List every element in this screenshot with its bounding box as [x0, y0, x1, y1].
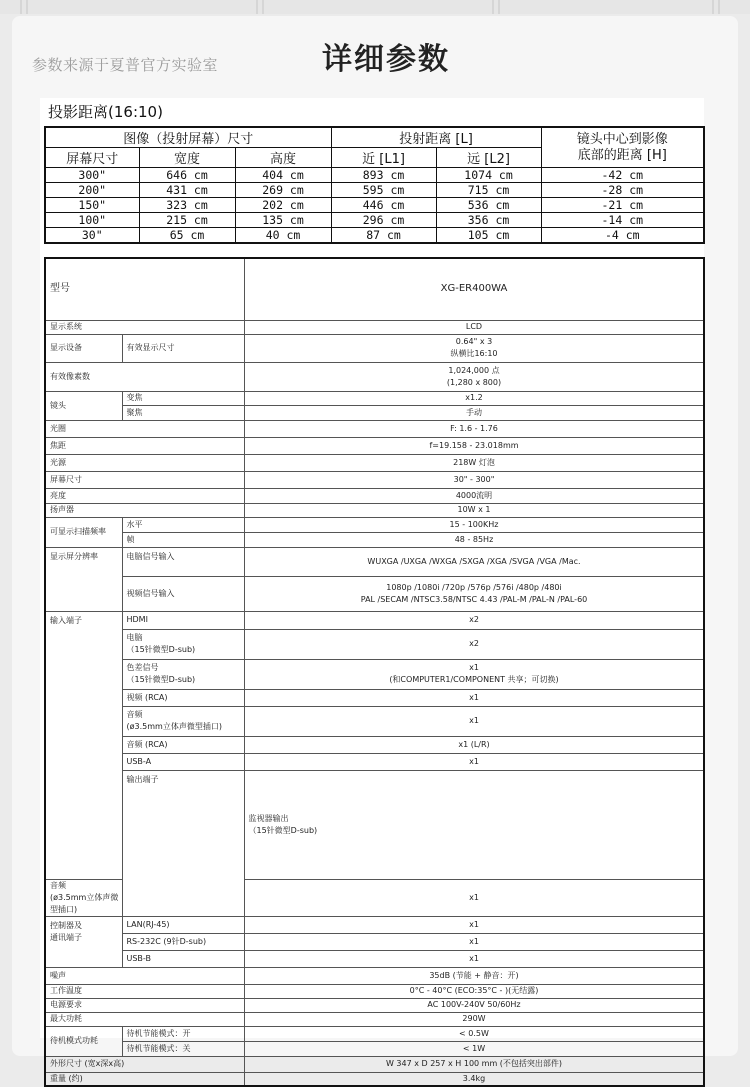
- spec-label: 显示系统: [45, 320, 244, 334]
- spec-value: x2: [244, 611, 704, 629]
- header-image-size: 图像（投射屏幕）尺寸: [45, 127, 331, 148]
- col-height: 高度: [235, 148, 331, 168]
- spec-value: F: 1.6 - 1.76: [244, 420, 704, 437]
- spec-label: 光圈: [45, 420, 244, 437]
- spec-value: WUXGA /UXGA /WXGA /SXGA /XGA /SVGA /VGA /Mac.: [244, 547, 704, 576]
- spec-sublabel: [122, 706, 244, 736]
- spec-label: 扬声器: [45, 503, 244, 517]
- spec-value: x1: [244, 753, 704, 770]
- strip-tick: [492, 0, 500, 14]
- spec-sublabel-line: (ø3.5mm立体声微型插口): [50, 892, 119, 914]
- col-near: 近 [L1]: [331, 148, 436, 168]
- table-row: [45, 198, 704, 213]
- col-width: 宽度: [139, 148, 235, 168]
- cell-lens-offset: -28 cm: [541, 183, 704, 198]
- spec-value: x1 (L/R): [244, 736, 704, 753]
- header-throw-distance: 投射距离 [L]: [331, 127, 541, 148]
- spec-sublabel: RS-232C (9针D-sub): [122, 933, 244, 950]
- spec-sublabel-line: 色差信号: [126, 663, 159, 672]
- table-row: [45, 168, 704, 183]
- spec-sublabel: 待机节能模式：关: [122, 1041, 244, 1056]
- spec-table: [44, 257, 705, 1087]
- spec-label: 亮度: [45, 488, 244, 503]
- spec-sublabel: 视频 (RCA): [122, 689, 244, 706]
- spec-label: 显示设备: [45, 334, 122, 362]
- cell-screen-size: 30": [45, 228, 139, 244]
- spec-value-line: 1080p /1080i /720p /576p /576i /480p /480i: [386, 582, 562, 592]
- spec-sublabel: [45, 879, 122, 916]
- top-strip: [0, 0, 750, 14]
- cell-screen-size: 150": [45, 198, 139, 213]
- spec-value: AC 100V-240V 50/60Hz: [244, 998, 704, 1012]
- cell-lens-offset: -21 cm: [541, 198, 704, 213]
- spec-sublabel: 有效显示尺寸: [122, 334, 244, 362]
- spec-value: 4000流明: [244, 488, 704, 503]
- throw-distance-table: [44, 126, 705, 244]
- spec-sublabel: 水平: [122, 517, 244, 532]
- strip-tick: [256, 0, 264, 14]
- spec-value-line: x1: [469, 663, 479, 672]
- spec-sublabel: [122, 659, 244, 689]
- cell-height: 135 cm: [235, 213, 331, 228]
- spec-label: 有效像素数: [45, 362, 244, 391]
- spec-value-line: PAL /SECAM /NTSC3.58/NTSC 4.43 /PAL-M /PAL-N /PAL-60: [360, 594, 588, 604]
- cell-screen-size: 100": [45, 213, 139, 228]
- spec-sublabel: LAN(RJ-45): [122, 916, 244, 933]
- spec-label: 重量 (约): [45, 1072, 244, 1086]
- throw-table-title: 投影距离(16:10): [48, 103, 163, 121]
- cell-far: 536 cm: [436, 198, 541, 213]
- spec-label: 屏幕尺寸: [45, 471, 244, 488]
- cell-near: 296 cm: [331, 213, 436, 228]
- spec-sublabel-line: 电脑: [126, 633, 143, 642]
- spec-value: 218W 灯泡: [244, 454, 704, 471]
- spec-value: LCD: [244, 320, 704, 334]
- spec-value: x1: [244, 689, 704, 706]
- spec-sublabel: [244, 770, 704, 879]
- cell-far: 356 cm: [436, 213, 541, 228]
- spec-sublabel: 变焦: [122, 391, 244, 405]
- spec-label: 噪声: [45, 967, 244, 984]
- spec-value: [244, 362, 704, 391]
- col-far: 远 [L2]: [436, 148, 541, 168]
- spec-sublabel-line: （15针微型D-sub): [248, 825, 318, 835]
- spec-value: 15 - 100KHz: [244, 517, 704, 532]
- spec-label-line: 控制器及: [50, 920, 82, 930]
- spec-value-line: (1,280 x 800): [446, 377, 502, 387]
- spec-label: 焦距: [45, 437, 244, 454]
- lens-offset-line-2: 底部的距离 [H]: [577, 147, 667, 163]
- spec-value: [244, 334, 704, 362]
- spec-value-line: 纵横比16:10: [450, 349, 498, 358]
- spec-value: x1: [244, 706, 704, 736]
- spec-value: x1: [244, 933, 704, 950]
- spec-label-line: 通讯端子: [50, 932, 82, 942]
- table-row: [45, 213, 704, 228]
- cell-lens-offset: -4 cm: [541, 228, 704, 244]
- spec-sublabel-line: （15针微型D-sub): [126, 645, 196, 654]
- spec-label: 镜头: [45, 391, 122, 420]
- lens-offset-line-1: 镜头中心到影像: [576, 131, 668, 147]
- spec-sublabel: [122, 629, 244, 659]
- spec-label: 最大功耗: [45, 1012, 244, 1026]
- cell-width: 215 cm: [139, 213, 235, 228]
- cell-height: 404 cm: [235, 168, 331, 183]
- cell-far: 1074 cm: [436, 168, 541, 183]
- spec-value-line: (和COMPUTER1/COMPONENT 共享；可切换): [389, 675, 559, 684]
- spec-value: x1: [244, 950, 704, 967]
- spec-value: 手动: [244, 405, 704, 420]
- spec-label: 输出端子: [122, 770, 244, 916]
- spec-sublabel: 待机节能模式：开: [122, 1026, 244, 1041]
- spec-value: XG-ER400WA: [244, 258, 704, 320]
- spec-value: [244, 659, 704, 689]
- spec-value: 3.4kg: [244, 1072, 704, 1086]
- source-note: 参数来源于夏普官方实验室: [32, 56, 219, 74]
- spec-sublabel: 帧: [122, 532, 244, 547]
- spec-value: 35dB (节能 + 静音：开): [244, 967, 704, 984]
- spec-value: < 0.5W: [244, 1026, 704, 1041]
- spec-sublabel: 音频 (RCA): [122, 736, 244, 753]
- spec-value: x2: [244, 629, 704, 659]
- table-row: [45, 183, 704, 198]
- spec-label: 输入端子: [45, 611, 122, 879]
- spec-label: 待机模式功耗: [45, 1026, 122, 1056]
- spec-sublabel: USB-B: [122, 950, 244, 967]
- cell-screen-size: 300": [45, 168, 139, 183]
- cell-width: 646 cm: [139, 168, 235, 183]
- spec-sublabel-line: 音频: [50, 880, 66, 890]
- strip-tick: [20, 0, 28, 14]
- cell-height: 40 cm: [235, 228, 331, 244]
- cell-far: 105 cm: [436, 228, 541, 244]
- spec-value: [244, 576, 704, 611]
- spec-value: 290W: [244, 1012, 704, 1026]
- cell-height: 269 cm: [235, 183, 331, 198]
- spec-value: 0°C - 40°C (ECO:35°C - )(无结露): [244, 984, 704, 998]
- cell-near: 893 cm: [331, 168, 436, 183]
- cell-lens-offset: -14 cm: [541, 213, 704, 228]
- spec-value: x1.2: [244, 391, 704, 405]
- cell-screen-size: 200": [45, 183, 139, 198]
- spec-label: 可显示扫描频率: [45, 517, 122, 547]
- cell-width: 323 cm: [139, 198, 235, 213]
- cell-height: 202 cm: [235, 198, 331, 213]
- cell-lens-offset: -42 cm: [541, 168, 704, 183]
- spec-label: 型号: [45, 258, 244, 320]
- spec-label: 外形尺寸 (宽x深x高): [45, 1056, 244, 1072]
- table-row: [45, 228, 704, 244]
- cell-near: 446 cm: [331, 198, 436, 213]
- spec-sublabel-line: （15针微型D-sub): [126, 675, 196, 684]
- spec-sublabel: 电脑信号输入: [122, 547, 244, 576]
- spec-value: x1: [244, 916, 704, 933]
- spec-sublabel: 视频信号输入: [122, 576, 244, 611]
- spec-label: 光源: [45, 454, 244, 471]
- spec-sublabel: 聚焦: [122, 405, 244, 420]
- spec-label: 工作温度: [45, 984, 244, 998]
- spec-value: W 347 x D 257 x H 100 mm (不包括突出部件): [244, 1056, 704, 1072]
- cell-near: 87 cm: [331, 228, 436, 244]
- header-lens-offset: [541, 127, 704, 168]
- spec-label: [45, 916, 122, 967]
- cell-width: 65 cm: [139, 228, 235, 244]
- page-title: 详细参数: [322, 42, 450, 77]
- cell-near: 595 cm: [331, 183, 436, 198]
- spec-value: 30" - 300": [244, 471, 704, 488]
- spec-sublabel-line: (ø3.5mm立体声微型插口): [126, 722, 222, 731]
- spec-value-line: 1,024,000 点: [448, 365, 500, 375]
- spec-sublabel-line: 监视器输出: [248, 813, 289, 823]
- col-screen-size: 屏幕尺寸: [45, 148, 139, 168]
- spec-value: f=19.158 - 23.018mm: [244, 437, 704, 454]
- strip-tick: [712, 0, 720, 14]
- spec-sublabel: USB-A: [122, 753, 244, 770]
- spec-label: 电源要求: [45, 998, 244, 1012]
- spec-value-line: 0.64" x 3: [455, 337, 493, 346]
- spec-value: 48 - 85Hz: [244, 532, 704, 547]
- spec-sublabel-line: 音频: [126, 710, 143, 719]
- spec-value: < 1W: [244, 1041, 704, 1056]
- spec-value: x1: [244, 879, 704, 916]
- spec-value: 10W x 1: [244, 503, 704, 517]
- spec-label: 显示屏分辨率: [45, 547, 122, 611]
- spec-sublabel: HDMI: [122, 611, 244, 629]
- cell-width: 431 cm: [139, 183, 235, 198]
- cell-far: 715 cm: [436, 183, 541, 198]
